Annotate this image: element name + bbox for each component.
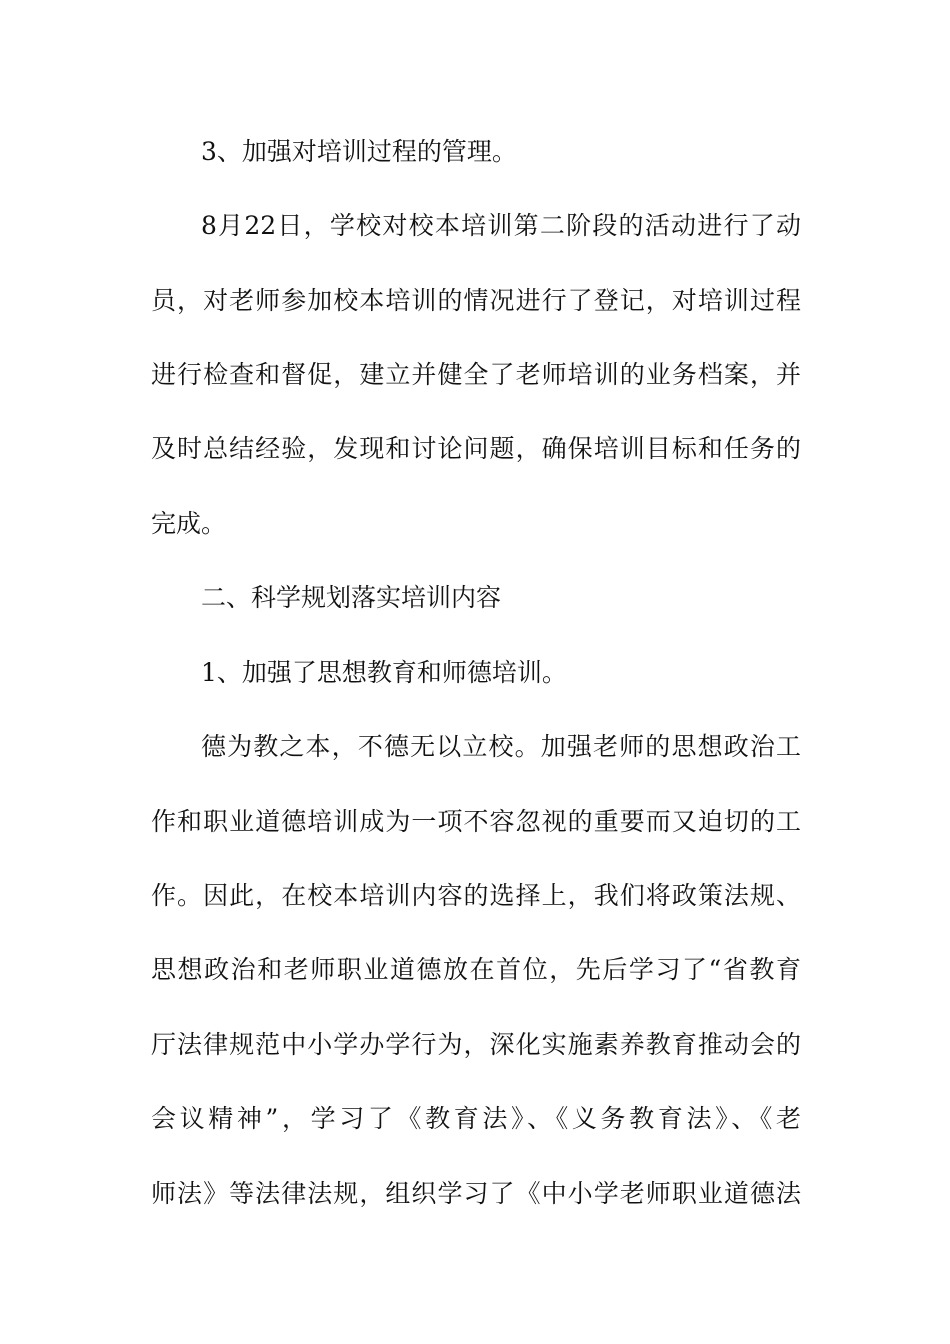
text-line: 厅法律规范中小学办学行为，深化实施素养教育推动会的 [151, 1030, 801, 1059]
text-line: 及时总结经验，发现和讨论问题，确保培训目标和任务的 [151, 434, 801, 463]
text-line: 思想政治和老师职业道德放在首位，先后学习了“省教育 [151, 955, 801, 984]
text-line: 8月22日，学校对校本培训第二阶段的活动进行了动 [201, 211, 801, 240]
text-line: 作。因此，在校本培训内容的选择上，我们将政策法规、 [151, 881, 801, 910]
text-line: 作和职业道德培训成为一项不容忽视的重要而又迫切的工 [151, 807, 801, 836]
text-line: 德为教之本，不德无以立校。加强老师的思想政治工 [201, 732, 801, 761]
section-heading: 二、科学规划落实培训内容 [201, 583, 502, 612]
text-line: 员，对老师参加校本培训的情况进行了登记，对培训过程 [151, 286, 801, 315]
text-line: 进行检查和督促，建立并健全了老师培训的业务档案，并 [151, 360, 801, 389]
subsection-heading: 1、加强了思想教育和师德培训。 [201, 658, 567, 687]
text-line: 师法》等法律法规，组织学习了《中小学老师职业道德法 [151, 1179, 801, 1208]
text-line: 3、加强对培训过程的管理。 [201, 137, 517, 166]
text-line: 完成。 [151, 509, 227, 538]
text-line: 会议精神”，学习了《教育法》、《义务教育法》、《老 [151, 1104, 801, 1133]
